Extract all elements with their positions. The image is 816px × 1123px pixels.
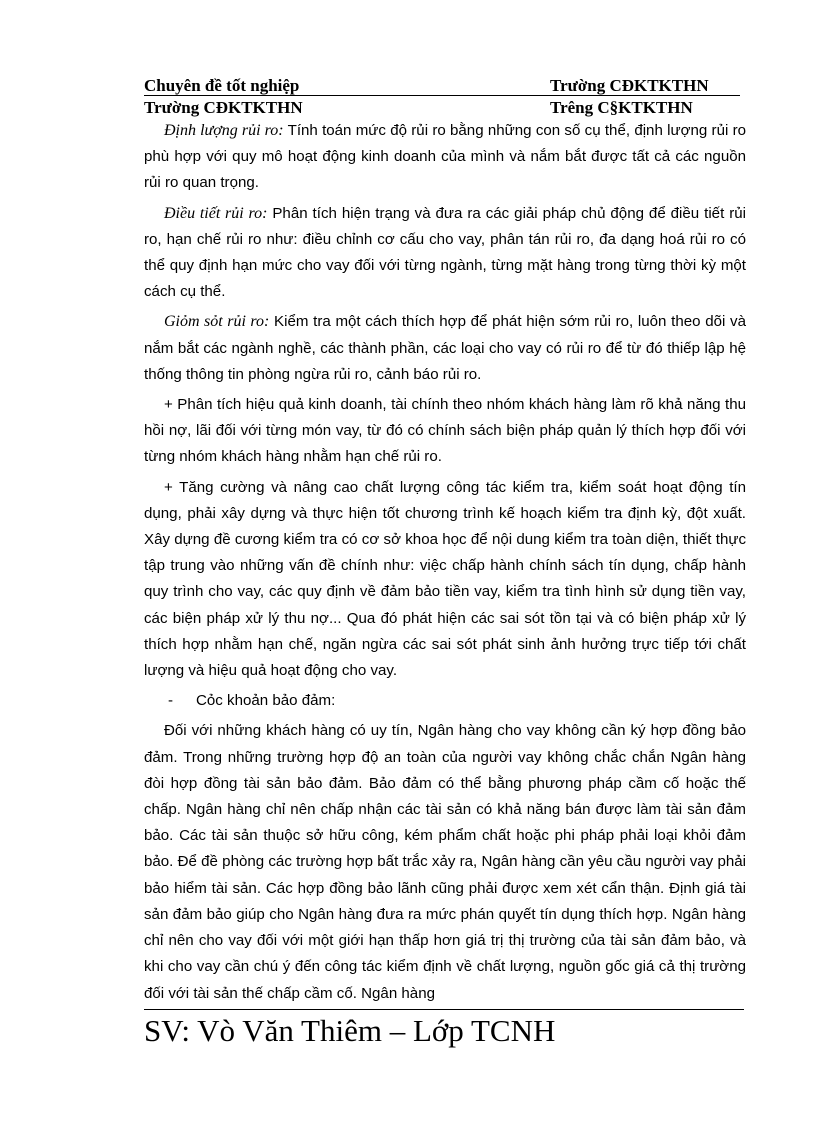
paragraph-collateral: Đối với những khách hàng có uy tín, Ngân hàng cho vay không cần ký hợp đồng bảo đảm. Trong những trường hợp độ an toàn của người vay không chắc chắn Ngân hàng đòi hợp đồng tài sản bảo đảm. Bảo đảm có thể bằng phương pháp cầm cố hoặc thế chấp. Ngân hàng chỉ nên chấp nhận các tài sản có khả năng bán được làm tài sản đảm bảo. Các tài sản thuộc sở hữu công, kém phẩm chất hoặc phi pháp phải loại khỏi đảm bảo. Để đề phòng các trường hợp bất trắc xảy ra, Ngân hàng cần yêu cầu người vay phải bảo hiểm tài sản. Các hợp đồng bảo lãnh cũng phải được xem xét cẩn thận. Định giá tài sản đảm bảo giúp cho Ngân hàng đưa ra mức phán quyết tín dụng thích hợp. Ngân hàng chỉ nên cho vay đối với một giới hạn thấp hơn giá trị thị trường của tài sản đảm bảo, và khi cho vay cần chú ý đến công tác kiểm định về chất lượng, nguồn gốc giá cả thị trường đối với tài sản thế chấp cầm cố. Ngân hàng bbox=[144, 722, 746, 1002]
paragraph-inspection: + Tăng cường và nâng cao chất lượng công tác kiểm tra, kiểm soát hoạt động tín dụng, phải xây dựng và thực hiện tốt chương trình kế hoạch kiểm tra định kỳ, đột xuất. Xây dựng đề cương kiểm tra có cơ sở khoa học để nội dung kiểm tra toàn diện, thiết thực tập trung vào những vấn đề chính như: việc chấp hành chính sách tín dụng, chấp hành quy trình cho vay, các quy định về đảm bảo tiền vay, kiểm tra tình hình sử dụng tiền vay, các biện pháp xử lý thu nợ... Qua đó phát hiện các sai sót tồn tại và có biện pháp xử lý thích hợp nhằm hạn chế, ngăn ngừa các sai sót phát sinh ảnh hưởng trực tiếp tới chất lượng và hiệu quả hoạt động cho vay. bbox=[144, 478, 746, 680]
paragraph-text: Phân tích hiện trạng và đưa ra các giải pháp chủ động để điều tiết rủi ro, hạn chế rủi ro như: điều chỉnh cơ cấu cho vay, phân tán rủi ro, đa dạng hoá rủi ro có thể quy định hạn mức cho vay đối với từng ngành, từng mặt hàng trong từng thời kỳ một cách cụ thể. bbox=[144, 204, 746, 301]
school-name-garbled: Trêng C§KTKTHN bbox=[550, 98, 693, 117]
paragraph-regulate-risk bbox=[144, 201, 746, 306]
paragraph-text: Tính toán mức độ rủi ro bằng những con số cụ thể, định lượng rủi ro phù hợp với quy mô hoạt động kinh doanh của mình và nắm bắt được tất cả các nguồn rủi ro quan trọng. bbox=[144, 122, 747, 192]
paragraph-label: Định lượng rủi ro: bbox=[164, 122, 284, 139]
school-name: Trường CĐKTKTHN bbox=[550, 76, 709, 95]
paragraph-label: Giỏm sỏt rủi ro: bbox=[164, 313, 270, 331]
paragraph-monitor-risk bbox=[144, 309, 746, 388]
paragraph-text: Kiểm tra một cách thích hợp để phát hiện sớm rủi ro, luôn theo dõi và nắm bắt các ngành nghề, các thành phần, các loại cho vay có rủi ro để từ đó thiếp lập hệ thống thông tin phòng ngừa rủi ro, cảnh báo rủi ro. bbox=[144, 313, 746, 383]
footer-student: SV: Vò Văn Thiêm – Lớp TCNH bbox=[144, 1013, 556, 1048]
school-name-repeat: Trường CĐKTKTHN bbox=[144, 98, 303, 117]
list-dash: - bbox=[168, 692, 174, 710]
paragraph-label: Điều tiết rủi ro: bbox=[164, 204, 268, 222]
paragraph-quantify-risk bbox=[144, 118, 746, 197]
footer-divider bbox=[144, 1009, 744, 1010]
list-item-text: Cỏc khoản bảo đảm: bbox=[196, 692, 336, 710]
header-divider bbox=[144, 95, 740, 96]
body-text bbox=[144, 118, 746, 1007]
thesis-title: Chuyên đề tốt nghiệp bbox=[144, 76, 300, 95]
list-item-collateral bbox=[144, 688, 746, 714]
paragraph-analysis: + Phân tích hiệu quả kinh doanh, tài chính theo nhóm khách hàng làm rõ khả năng thu hồi nợ, lãi đối với từng món vay, từ đó có chính sách biện pháp quản lý thích hợp đối với từng nhóm khách hàng nhằm hạn chế rủi ro. bbox=[144, 396, 746, 466]
